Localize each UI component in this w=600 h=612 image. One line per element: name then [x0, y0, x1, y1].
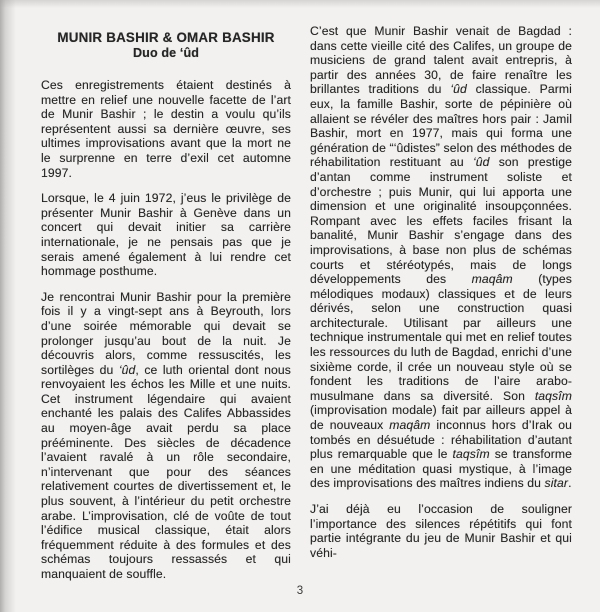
- title-block: [41, 30, 291, 61]
- paragraph: Ces enregistrements étaient destinés à mettre en relief une nouvelle facette de l’art de Munir Bashir ; le destin a voulu qu’ils représentent aussi sa dernière œuvre, ses ultimes improvisations avant que la mort ne le surprenne en terre d’exil cet automne 1997.: [41, 78, 291, 180]
- right-column: [310, 24, 572, 560]
- page-number: 3: [296, 585, 304, 597]
- paragraph: Je rencontrai Munir Bashir pour la première fois il y a vingt-sept ans à Beyrouth, lors d’une soirée mémorable qui devait se prolonger jusqu’au bout de la nuit. Je découvris alors, comme ressuscités, les sortilèges du ‘ûd, ce luth oriental dont nous renvoyaient les échos les Mille et une nuits. Cet instrument légendaire qui avaient enchanté les palais des Califes Abbassides au moyen-âge avait perdu sa place prééminente. Des siècles de décadence l’avaient ravalé à un rôle secondaire, n’intervenant que pour des séances relativement courtes de divertissement et, le plus souvent, à l’intérieur du petit orchestre arabe. L’improvisation, clé de voûte de tout l’édifice musical classique, était alors fréquemment réduite à des formules et des schémas toujours ressassés et qui manquaient de souffle.: [41, 289, 291, 581]
- paragraph: Lorsque, le 4 juin 1972, j’eus le privilège de présenter Munir Bashir à Genève dans un concert qui devait initier sa carrière internationale, je ne pensais pas que je serais amené également à lui rendre cet hommage posthume.: [41, 191, 291, 279]
- scan-edge-shadow-left: [0, 0, 16, 612]
- page-title: MUNIR BASHIR & OMAR BASHIR: [57, 30, 275, 45]
- left-column: [41, 30, 291, 582]
- paragraph: C’est que Munir Bashir venait de Bagdad : dans cette vieille cité des Califes, un groupe de musiciens de grand talent avait entrepris, à partir des années 30, de faire renaître les brillantes traditions du ‘ûd classique. Parmi eux, la famille Bashir, sorte de pépinière où allaient se révéler des maîtres hors pair : Jamil Bashir, mort en 1977, mais qui forma une génération de “‘ûdistes” selon des méthodes de réhabilitation restituant au ‘ûd son prestige d’antan comme instrument soliste et d’orchestre ; puis Munir, qui lui apporta une dimension et une originalité insoupçonnées. Rompant avec les effets faciles frisant la banalité, Munir Bashir s’engage dans des improvisations, à base non plus de schémas courts et stéréotypés, mais de longs développements des maqâm (types mélodiques modaux) classiques et de leurs dérivés, selon une construction quasi architecturale. Utilisant par ailleurs une technique instrumentale qui met en relief toutes les ressources du luth de Bagdad, enrichi d’une sixième corde, il crée un nouveau style où se fondent les traditions de l’aire arabo-musulmane dans sa diversité. Son taqsîm (improvisation modale) fait par ailleurs appel à de nouveaux maqâm inconnus hors d’Irak ou tombés en désuétude : réhabilitation d’autant plus remarquable que le taqsîm se transforme en une méditation quasi mystique, à l’image des improvisations des maîtres indiens du sitar.: [310, 24, 572, 491]
- scan-edge-shadow-top: [0, 0, 600, 8]
- page-subtitle: Duo de ‘ûd: [132, 46, 200, 60]
- paragraph: J’ai déjà eu l’occasion de souligner l’importance des silences répétitifs qui font partie intégrante du jeu de Munir Bashir et qui véhi-: [310, 502, 572, 560]
